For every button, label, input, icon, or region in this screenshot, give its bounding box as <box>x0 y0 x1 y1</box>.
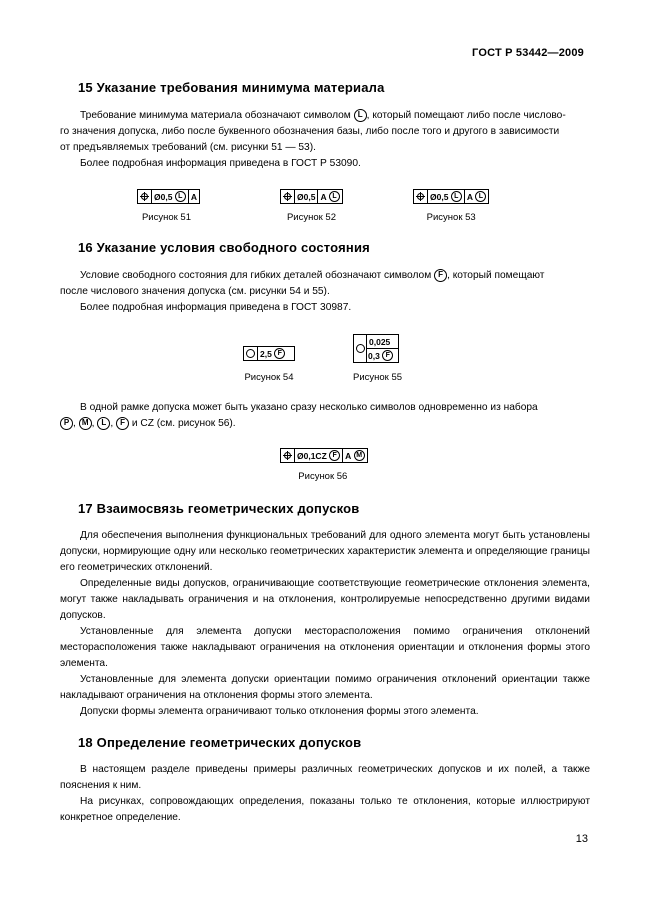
datum-label: A L <box>318 190 342 203</box>
page-number: 13 <box>575 833 588 845</box>
section-15-paragraph-1 <box>60 108 590 172</box>
figure-55 <box>353 334 402 383</box>
tolerance-value: 0,3 F <box>367 349 398 362</box>
least-material-symbol: L <box>354 109 367 122</box>
paragraph: Установленные для элемента допуски ориентации помимо ограничения отклонений ориентации также накладывают ограничения на отклонения формы этого элемента. <box>60 674 590 701</box>
datum-label: A L <box>465 190 489 203</box>
section-18-body <box>60 762 590 826</box>
modifier-l: L <box>329 191 340 202</box>
modifier-f: F <box>329 450 340 461</box>
text-line: после числового значения допуска (см. рисунки 54 и 55). <box>60 286 330 297</box>
figure-caption: Рисунок 51 <box>141 212 191 223</box>
tolerance-value: Ø0,5 L <box>152 190 189 203</box>
symbol-p: P <box>60 417 73 430</box>
tolerance-frame <box>243 346 295 361</box>
text-line: В одной рамке допуска может быть указано сразу несколько символов одновременно из набора <box>80 402 538 413</box>
modifier-l: L <box>451 191 462 202</box>
modifier-l: L <box>475 191 486 202</box>
figure-caption: Рисунок 55 <box>353 372 403 383</box>
paragraph: Для обеспечения выполнения функциональных требований для одного элемента могут быть установлены допуски, нормирующие одну или несколько геометрических характеристик элемента и определяющие границы его геометрических отклонений. <box>60 530 590 573</box>
tolerance-value: Ø0,5 <box>295 190 318 203</box>
figure-52 <box>280 189 343 223</box>
section-15-title: 15 Указание требования минимума материала <box>78 80 385 95</box>
tolerance-frame <box>280 448 368 463</box>
text-line: Более подробная информация приведена в ГОСТ 30987. <box>80 302 352 313</box>
roundness-symbol <box>244 347 258 360</box>
paragraph: Определенные виды допусков, ограничивающие соответствующие геометрические отклонения элемента, могут также накладывать ограничения и на отклонения, контролируемые непосредственно другими видами допусков. <box>60 578 590 621</box>
text-line: го значения допуска, либо после буквенного обозначения базы, либо после того и другого в зависимости <box>60 126 560 137</box>
tolerance-frame <box>413 189 489 204</box>
section-16-paragraph-1 <box>60 268 590 316</box>
symbol-f: F <box>116 417 129 430</box>
paragraph: Установленные для элемента допуски месторасположения помимо ограничения отклонений месторасположения также накладывают ограничения на отклонения ориентации и отклонения формы этого элемента. <box>60 626 590 669</box>
text-line: Более подробная информация приведена в ГОСТ Р 53090. <box>80 158 361 169</box>
modifier-f: F <box>274 348 285 359</box>
paragraph: На рисунках, сопровождающих определения, показаны только те отклонения, которые иллюстрируют конкретное определение. <box>60 796 590 823</box>
text-line: от предъявляемых требований (см. рисунки 51 — 53). <box>60 142 316 153</box>
position-symbol <box>138 190 152 203</box>
tolerance-value: Ø0,1CZ F <box>295 449 343 462</box>
document-header: ГОСТ Р 53442—2009 <box>472 47 584 59</box>
modifier-m: M <box>354 450 365 461</box>
modifier-l: L <box>175 191 186 202</box>
symbol-l: L <box>97 417 110 430</box>
modifier-f: F <box>382 350 393 361</box>
text-segment: Требование минимума материала обозначают символом <box>80 110 351 121</box>
section-16-paragraph-3: В одной рамке допуска может быть указано сразу несколько символов одновременно из набора P , M , L , F и CZ (см. рисунок 56). <box>60 400 590 432</box>
section-16-title: 16 Указание условия свободного состояния <box>78 240 370 255</box>
position-symbol <box>414 190 428 203</box>
figure-caption: Рисунок 53 <box>426 212 476 223</box>
datum-label: A <box>190 191 197 202</box>
text-segment: , который помещают либо после числово- <box>366 110 566 121</box>
figure-56 <box>280 448 368 482</box>
paragraph: Допуски формы элемента ограничивают только отклонения формы этого элемента. <box>80 706 479 717</box>
figure-51 <box>137 189 200 223</box>
text-segment: , который помещают <box>447 270 545 281</box>
position-symbol <box>281 449 295 462</box>
figure-caption: Рисунок 56 <box>298 471 348 482</box>
section-18-title: 18 Определение геометрических допусков <box>78 735 362 750</box>
tolerance-value: 2,5 F <box>258 347 287 360</box>
section-17-body <box>60 528 590 720</box>
tolerance-frame <box>280 189 343 204</box>
free-state-symbol: F <box>434 269 447 282</box>
figure-caption: Рисунок 52 <box>286 212 336 223</box>
tolerance-frame <box>137 189 200 204</box>
figure-53 <box>413 189 489 223</box>
symbol-m: M <box>79 417 92 430</box>
tolerance-value: Ø0,5 L <box>428 190 465 203</box>
section-17-title: 17 Взаимосвязь геометрических допусков <box>78 501 360 516</box>
text-segment: Условие свободного состояния для гибких деталей обозначают символом <box>80 270 432 281</box>
position-symbol <box>281 190 295 203</box>
paragraph: В настоящем разделе приведены примеры различных геометрических допусков и их полей, а также пояснения к ним. <box>60 764 590 791</box>
figure-caption: Рисунок 54 <box>244 372 294 383</box>
tolerance-value: 0,025 <box>367 335 398 349</box>
tolerance-frame <box>353 334 399 363</box>
roundness-symbol <box>354 335 367 362</box>
figure-54 <box>243 346 295 383</box>
datum-label: A M <box>343 449 367 462</box>
text-segment: и CZ (см. рисунок 56). <box>131 418 236 429</box>
